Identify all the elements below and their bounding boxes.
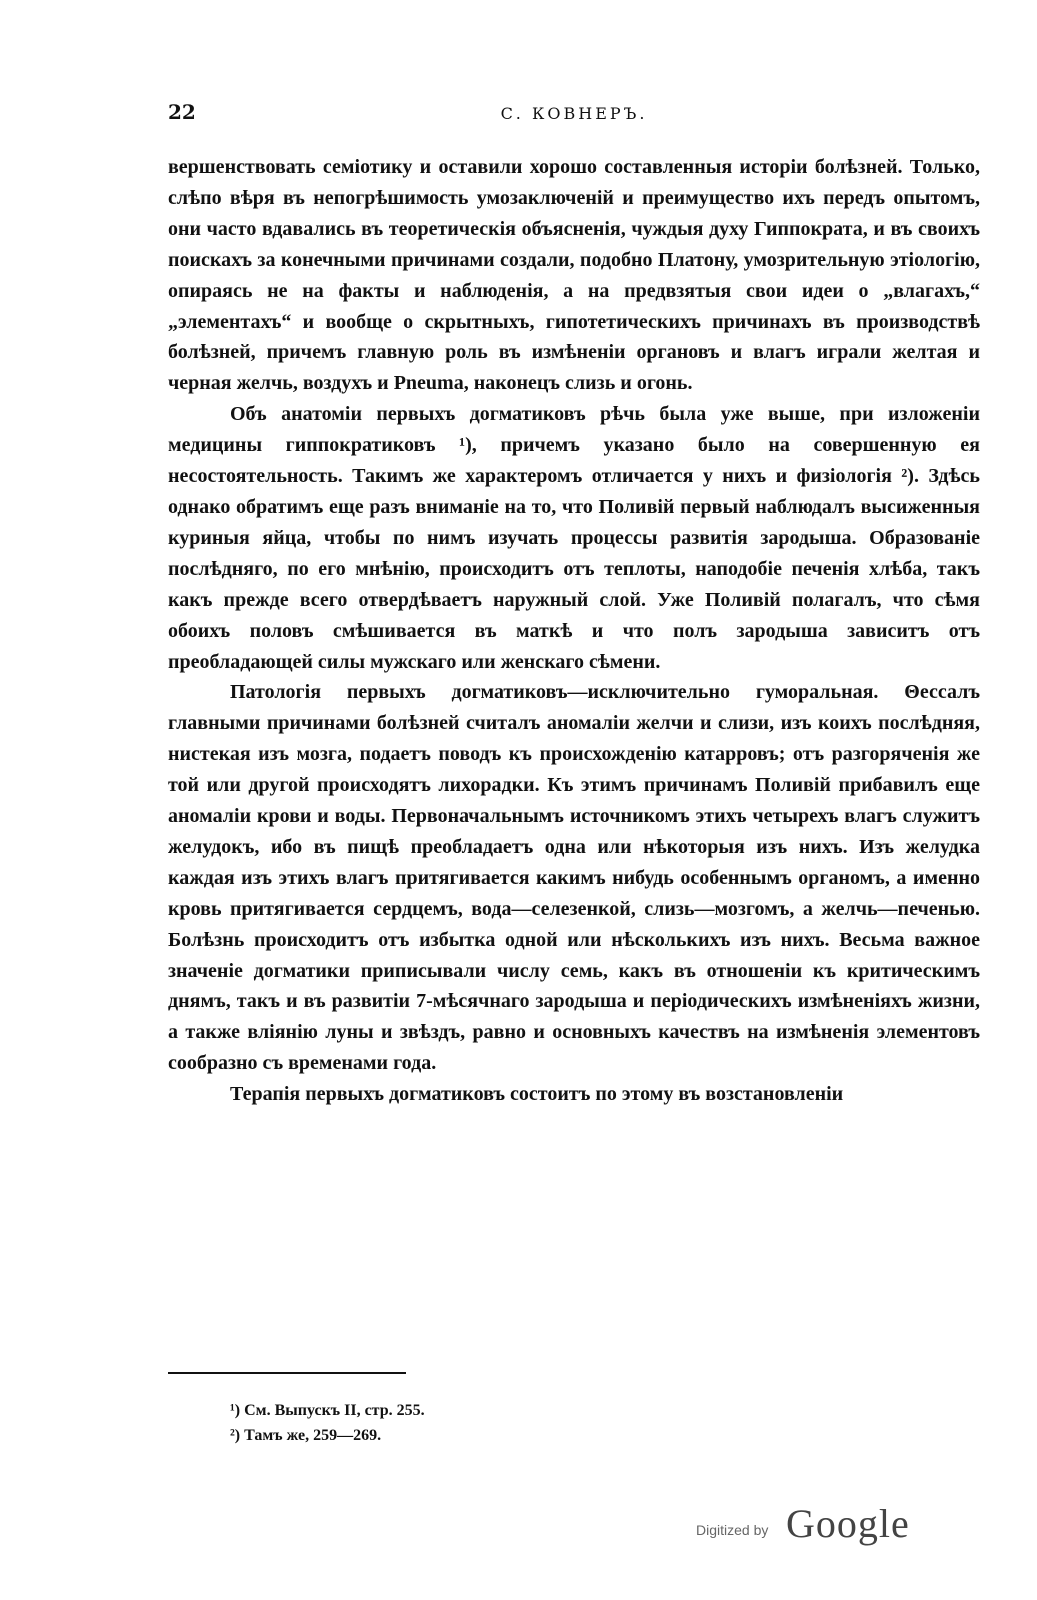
footnotes — [230, 1402, 425, 1452]
footnote-rule — [168, 1372, 406, 1374]
paragraph: Терапія первыхъ догматиковъ состоитъ по этому въ возстановленіи — [230, 1083, 844, 1106]
paragraph: Патологія первыхъ догматиковъ—исключительно гуморальная. Θессалъ главными причинами болѣзней считалъ аномаліи желчи и слизи, изъ коихъ послѣдняя, нистекая изъ мозга, подаетъ поводъ къ происхожденію катарровъ; отъ разгоряченія же той или другой происходятъ лихорадки. Къ этимъ причинамъ Поливій прибавилъ еще аномаліи крови и воды. Первоначальнымъ источникомъ этихъ четырехъ влагъ служитъ желудокъ, ибо въ пищѣ преобладаетъ одна или нѣкоторыя изъ нихъ. Изъ желудка каждая изъ этихъ влагъ притягивается какимъ нибудь особеннымъ органомъ, а именно кровь притягивается сердцемъ, вода—селезенкой, слизь—мозгомъ, а желчь—печенью. Болѣзнь происходитъ отъ избытка одной или нѣсколькихъ изъ нихъ. Весьма важное значеніе догматики приписывали числу семь, какъ въ отношеніи къ критическимъ днямъ, такъ и въ развитіи 7-мѣсячнаго зародыша и періодическихъ измѣненіяхъ жизни, а также вліянію луны и звѣздъ, равно и основныхъ качествъ на измѣненія элементовъ сообразно съ временами года. — [168, 681, 980, 1075]
paragraph: Объ анатоміи первыхъ догматиковъ рѣчь была уже выше, при изложеніи медицины гиппократиковъ ¹), причемъ указано было на совершенную ея несостоятельность. Такимъ же характеромъ отличается у нихъ и физіологія ²). Здѣсь однако обратимъ еще разъ вниманіе на то, что Поливій первый наблюдалъ высиженныя куриныя яйца, чтобы по нимъ изучать процессы развитія зародыша. Образованіе послѣдняго, по его мнѣнію, происходитъ отъ теплоты, наподобіе печенія хлѣба, такъ какъ прежде всего отвердѣваетъ наружный слой. Уже Поливій полагалъ, что сѣмя обоихъ половъ смѣшивается въ маткѣ и что полъ зародыша зависитъ отъ преобладающей силы мужскаго или женскаго сѣмени. — [168, 403, 980, 673]
google-logo: Google — [786, 1501, 910, 1546]
watermark-prefix: Digitized by — [696, 1522, 769, 1538]
main-text — [168, 152, 980, 1110]
page-number: 22 — [168, 100, 196, 124]
footnote: ²) Тамъ же, 259—269. — [230, 1427, 382, 1444]
paragraph: вершенствовать семіотику и оставили хорошо составленныя исторіи болѣзней. Только, слѣпо вѣря въ непогрѣшимость умозаключеній и преимущество ихъ передъ опытомъ, они часто вдавались въ теоретическія объясненія, чуждыя духу Гиппократа, и въ своихъ поискахъ за конечными причинами создали, подобно Платону, умозрительную этіологію, опираясь не на факты и наблюденія, а на предвзятыя свои идеи о „влагахъ,“ „элементахъ“ и вообще о скрытныхъ, гипотетическихъ причинахъ въ производствѣ болѣзней, причемъ главную роль въ измѣненіи органовъ и влагъ играли желтая и черная желчь, воздухъ и Pneuma, наконецъ слизь и огонь. — [168, 156, 980, 395]
running-head: С. КОВНЕРЪ. — [500, 104, 648, 123]
page-header — [168, 100, 980, 130]
digitized-by-watermark — [696, 1500, 916, 1544]
footnote: ¹) См. Выпускъ II, стр. 255. — [230, 1402, 425, 1419]
